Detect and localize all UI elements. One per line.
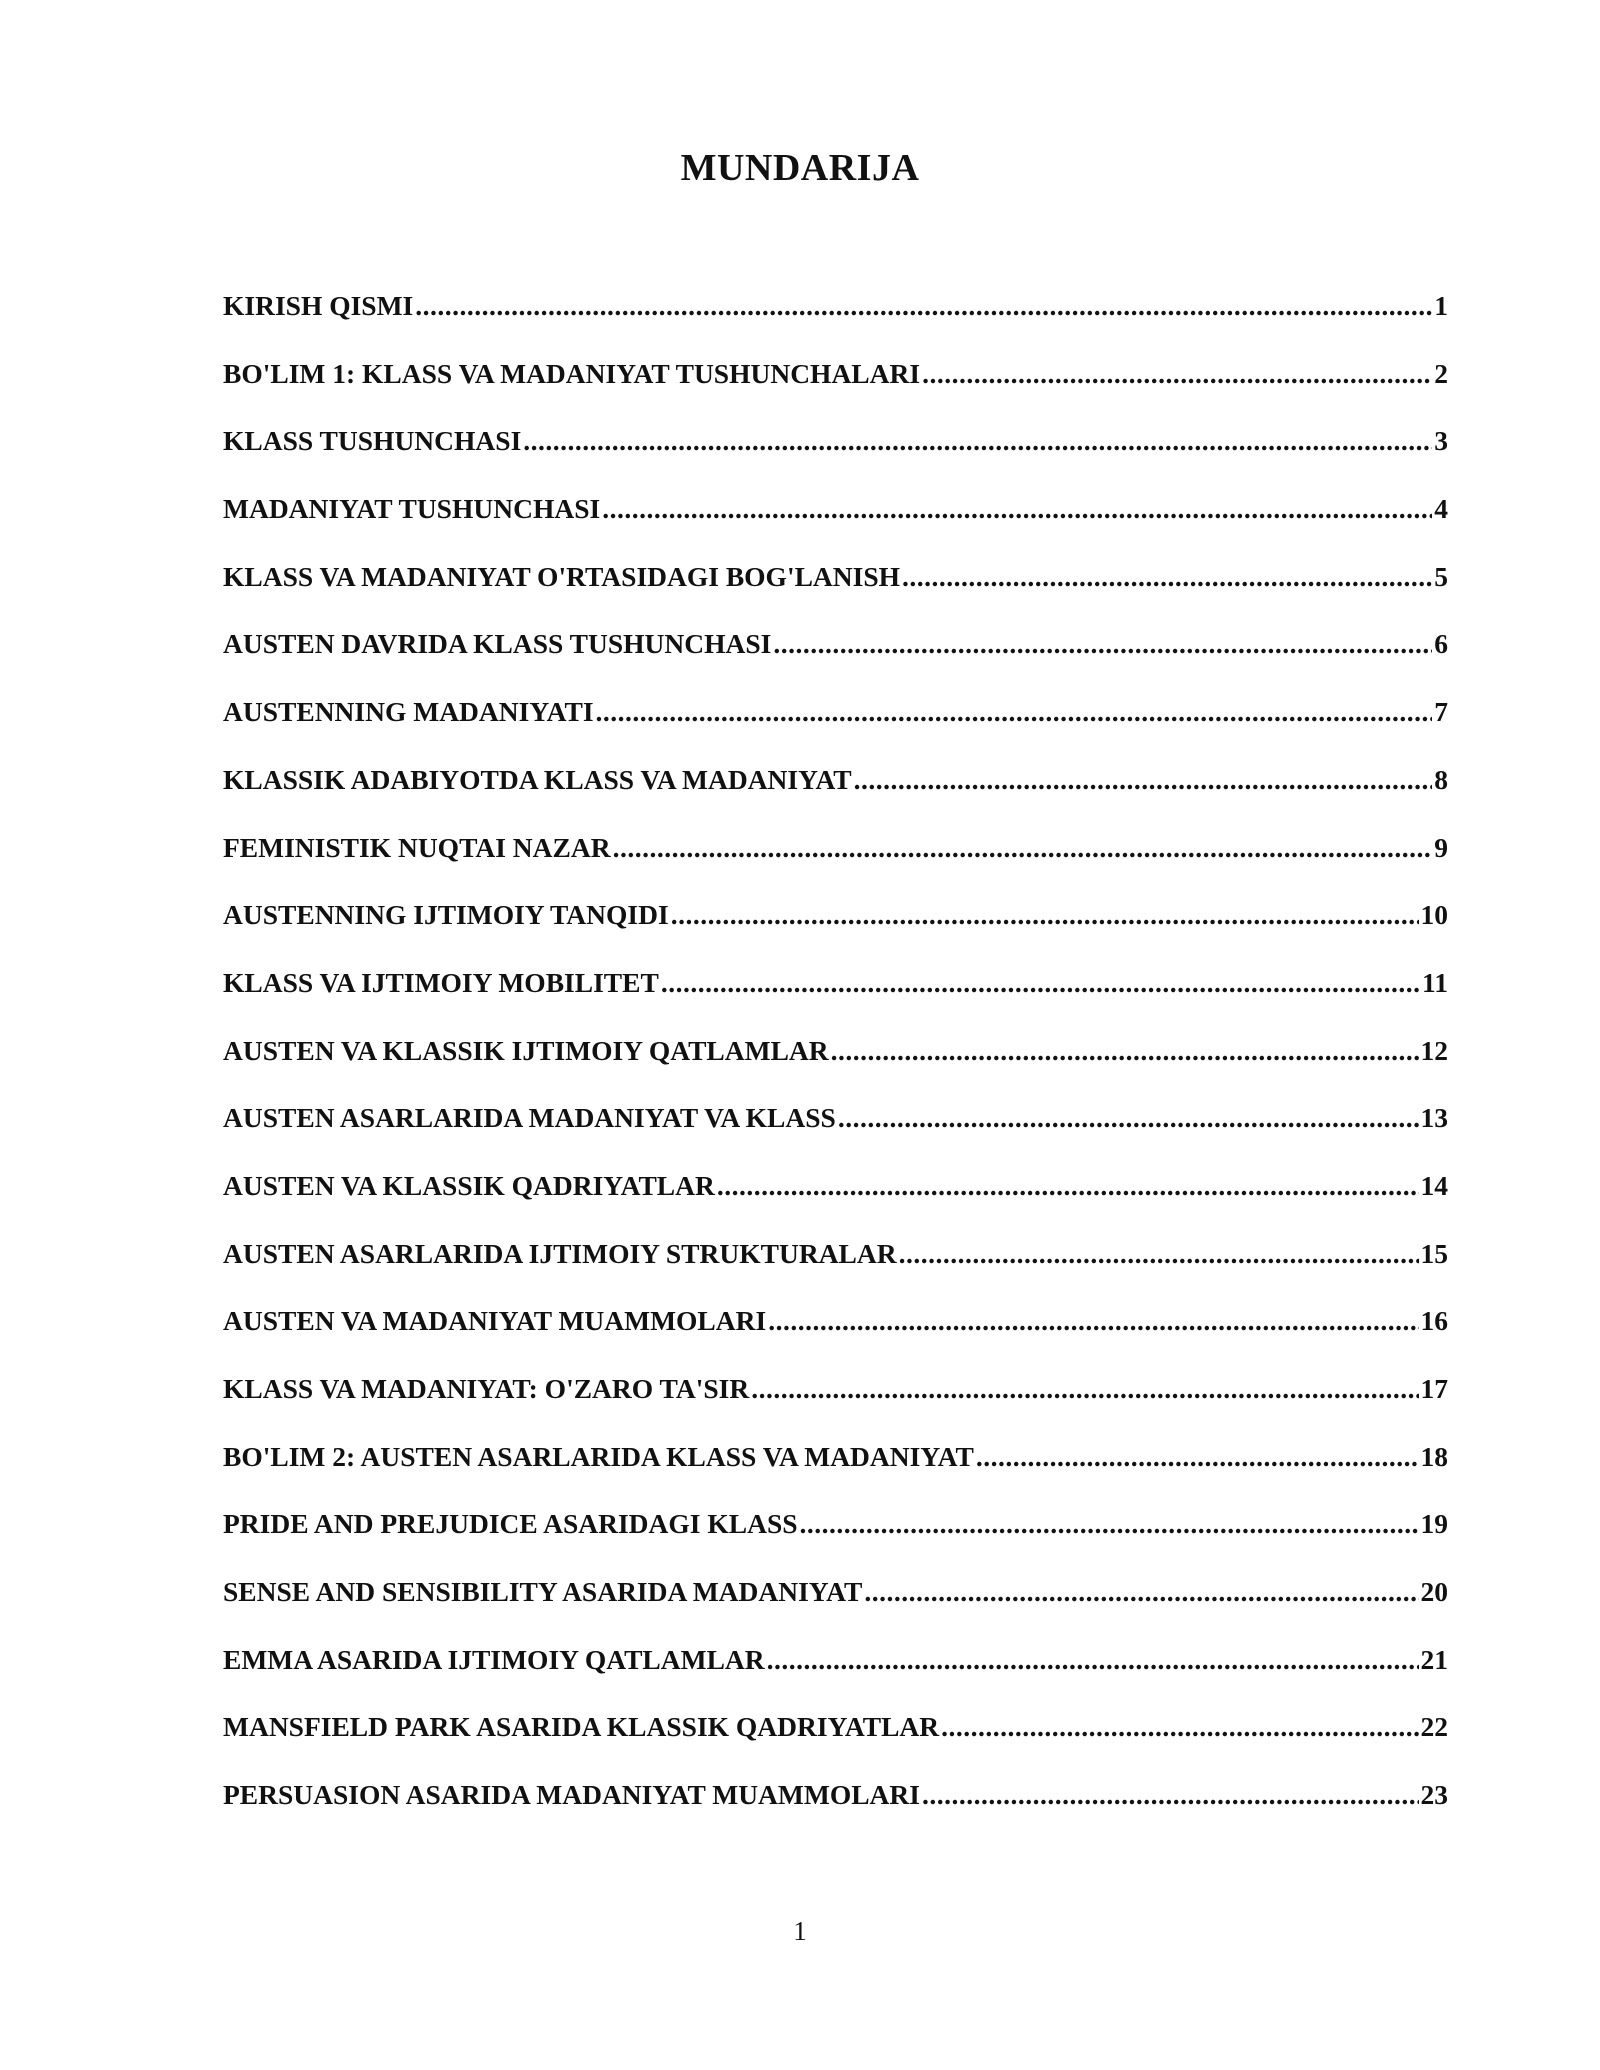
toc-entry-label: AUSTEN DAVRIDA KLASS TUSHUNCHASI [223,628,772,660]
toc-entry-label: KLASS VA IJTIMOIY MOBILITET [223,966,659,998]
toc-entry-label: AUSTENNING MADANIYATI [223,696,594,728]
toc-dot-leader [523,425,1432,457]
toc-entry-page: 1 [1434,290,1448,321]
toc-entry-page: 11 [1422,966,1448,998]
toc-entry-label: AUSTENNING IJTIMOIY TANQIDI [223,899,669,931]
toc-entry[interactable] [223,1644,1448,1712]
toc-dot-leader [902,561,1432,593]
toc-dot-leader [613,832,1433,864]
toc-entry-label: KLASS VA MADANIYAT O'RTASIDAGI BOG'LANISH [223,560,901,592]
toc-entry-label: MANSFIELD PARK ASARIDA KLASSIK QADRIYATLAR [223,1711,940,1743]
toc-dot-leader [596,696,1433,728]
toc-entry-page: 12 [1420,1034,1448,1066]
toc-dot-leader [751,1373,1418,1405]
toc-entry[interactable] [223,493,1448,561]
toc-entry[interactable] [223,1373,1448,1441]
toc-dot-leader [767,1644,1419,1676]
toc-entry-label: FEMINISTIK NUQTAI NAZAR [223,831,611,863]
toc-entry-page: 16 [1420,1305,1448,1337]
toc-entry-label: KLASS VA MADANIYAT: O'ZARO TA'SIR [223,1373,750,1404]
toc-entry-page: 6 [1434,628,1448,660]
toc-entry-label: KIRISH QISMI [223,290,414,321]
toc-entry[interactable] [223,358,1448,426]
toc-entry-page: 18 [1420,1440,1448,1472]
toc-entry[interactable] [223,899,1448,967]
toc-entry[interactable] [223,1508,1448,1576]
toc-dot-leader [838,1102,1419,1134]
toc-entry-label: KLASSIK ADABIYOTDA KLASS VA MADANIYAT [223,763,852,795]
toc-entry-label: PRIDE AND PREJUDICE ASARIDAGI KLASS [223,1508,798,1540]
toc-entry-page: 13 [1420,1102,1448,1134]
page-title: MUNDARIJA [680,147,920,189]
toc-entry-page: 17 [1420,1373,1448,1404]
table-of-contents [223,290,1448,1847]
toc-entry[interactable] [223,1305,1448,1373]
toc-entry-label: BO'LIM 1: KLASS VA MADANIYAT TUSHUNCHALARI [223,357,921,389]
toc-entry[interactable] [223,1238,1448,1306]
toc-entry-label: AUSTEN VA KLASSIK QADRIYATLAR [223,1169,715,1201]
toc-entry-label: BO'LIM 2: AUSTEN ASARLARIDA KLASS VA MADANIYAT [223,1440,974,1472]
toc-entry[interactable] [223,425,1448,493]
toc-entry-page: 2 [1434,357,1448,389]
toc-entry-label: AUSTEN ASARLARIDA MADANIYAT VA KLASS [223,1102,836,1134]
toc-entry[interactable] [223,832,1448,900]
toc-entry-page: 5 [1434,560,1448,592]
toc-dot-leader [922,1779,1419,1811]
toc-entry[interactable] [223,696,1448,764]
toc-entry-label: SENSE AND SENSIBILITY ASARIDA MADANIYAT [223,1576,863,1608]
toc-dot-leader [661,967,1420,999]
toc-dot-leader [717,1170,1419,1202]
toc-entry-page: 22 [1420,1711,1448,1743]
toc-entry-label: AUSTEN ASARLARIDA IJTIMOIY STRUKTURALAR [223,1237,897,1269]
toc-entry-page: 7 [1434,696,1448,728]
toc-entry-label: AUSTEN VA KLASSIK IJTIMOIY QATLAMLAR [223,1034,829,1066]
toc-entry[interactable] [223,1102,1448,1170]
toc-entry-label: EMMA ASARIDA IJTIMOIY QATLAMLAR [223,1643,765,1675]
toc-entry-page: 4 [1434,493,1448,525]
toc-entry-label: AUSTEN VA MADANIYAT MUAMMOLARI [223,1305,767,1337]
toc-entry-page: 23 [1420,1779,1448,1811]
toc-entry-page: 3 [1434,425,1448,457]
toc-entry-label: KLASS TUSHUNCHASI [223,425,522,457]
toc-entry[interactable] [223,1779,1448,1847]
toc-dot-leader [899,1238,1419,1270]
toc-entry-label: PERSUASION ASARIDA MADANIYAT MUAMMOLARI [223,1779,920,1811]
toc-dot-leader [941,1711,1418,1743]
toc-entry-page: 19 [1420,1508,1448,1540]
toc-entry-page: 10 [1420,899,1448,931]
toc-entry[interactable] [223,1441,1448,1509]
page-number: 1 [793,1916,807,1946]
toc-entry[interactable] [223,290,1448,358]
toc-entry[interactable] [223,628,1448,696]
toc-dot-leader [602,493,1432,525]
toc-entry[interactable] [223,561,1448,629]
toc-entry-page: 21 [1420,1643,1448,1675]
toc-entry[interactable] [223,1170,1448,1238]
toc-entry[interactable] [223,764,1448,832]
toc-entry[interactable] [223,967,1448,1035]
toc-dot-leader [773,628,1432,660]
toc-dot-leader [922,358,1432,390]
toc-dot-leader [768,1305,1418,1337]
toc-dot-leader [800,1508,1419,1540]
toc-dot-leader [671,899,1419,931]
toc-entry-page: 14 [1420,1169,1448,1201]
toc-dot-leader [864,1576,1418,1608]
toc-entry[interactable] [223,1035,1448,1103]
toc-entry-page: 15 [1420,1237,1448,1269]
toc-entry-page: 8 [1434,763,1448,795]
toc-entry-label: MADANIYAT TUSHUNCHASI [223,493,601,525]
toc-dot-leader [854,764,1433,796]
toc-entry[interactable] [223,1576,1448,1644]
toc-dot-leader [976,1441,1419,1473]
toc-entry[interactable] [223,1711,1448,1779]
toc-dot-leader [415,290,1432,322]
toc-dot-leader [831,1035,1419,1067]
toc-entry-page: 9 [1434,831,1448,863]
toc-entry-page: 20 [1420,1576,1448,1608]
